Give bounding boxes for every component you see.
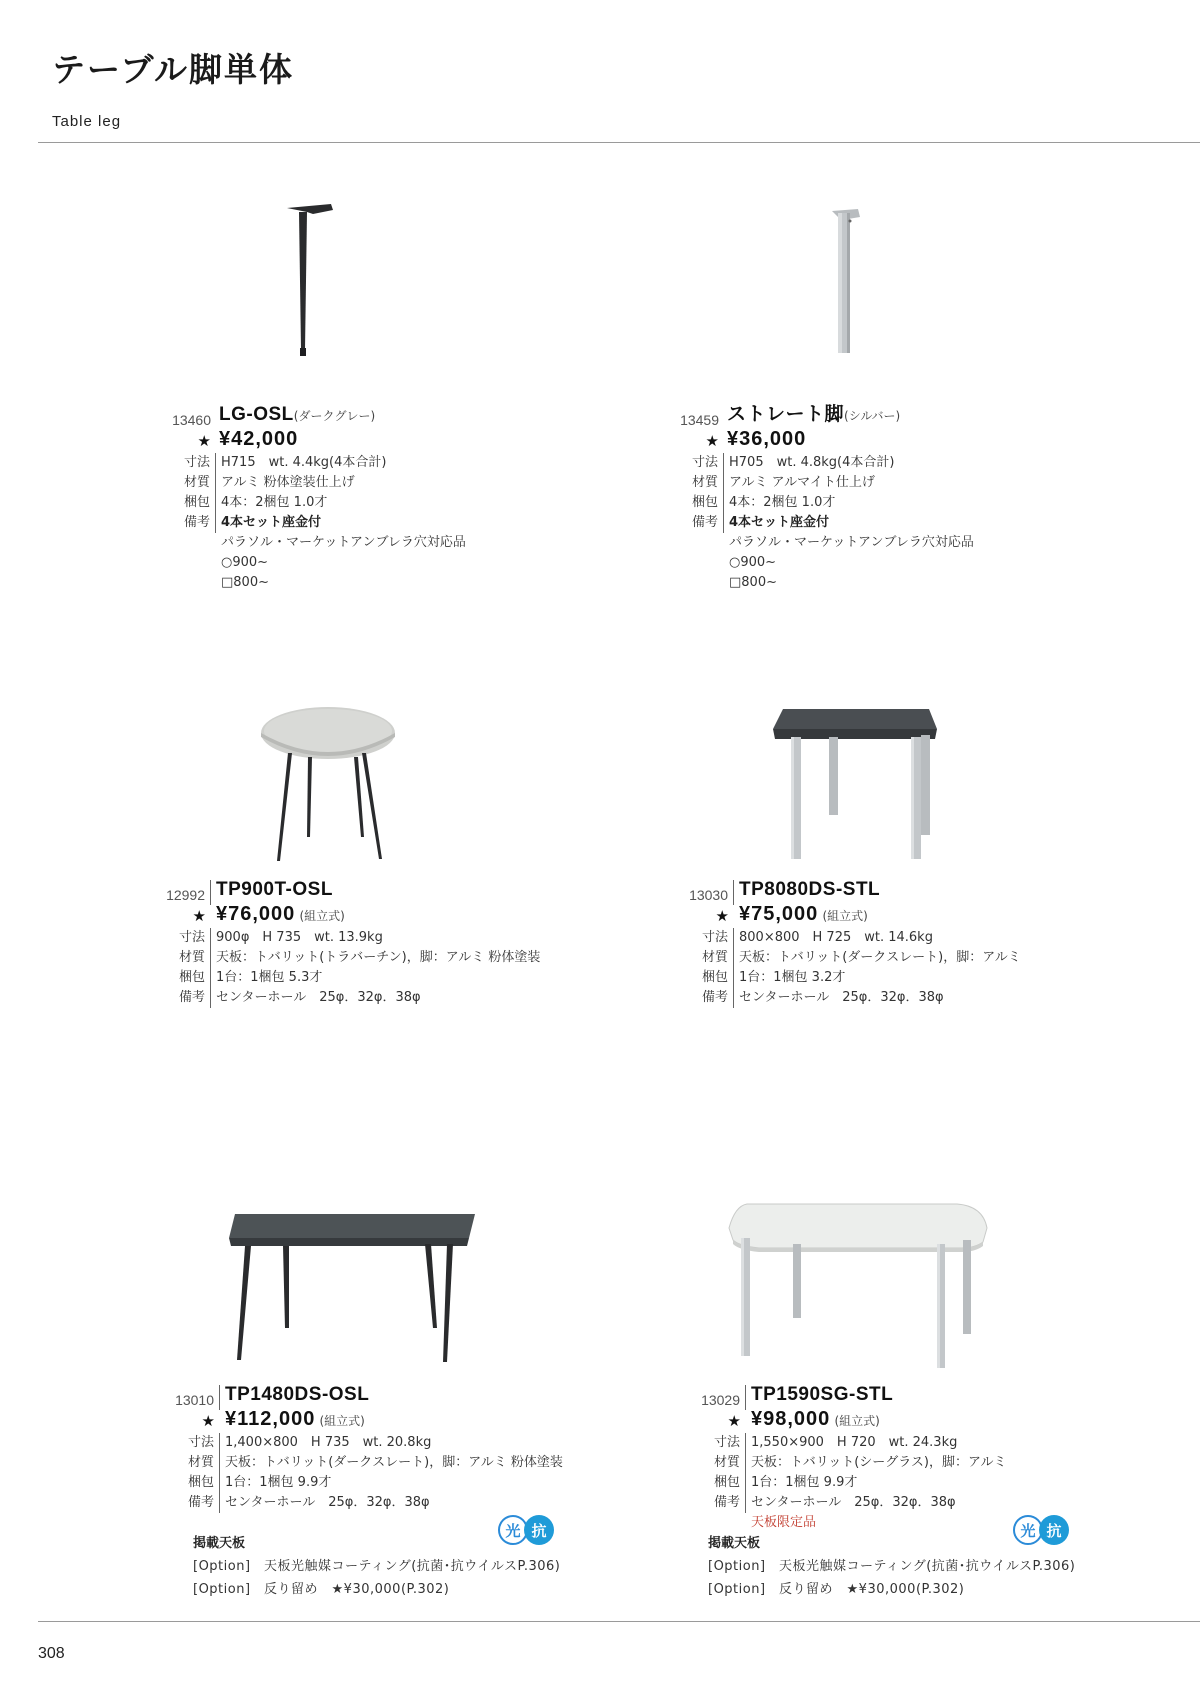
product-material: 天板：トバリット(シーグラス)，脚：アルミ [751,1455,1007,1470]
product-size: 1,400×800 H 735 wt. 20.8kg [225,1435,432,1450]
product-name-note: (ダークグレー) [293,409,376,423]
page-title: テーブル脚単体 [52,50,295,89]
product-size: H705 wt. 4.8kg(4本合計) [729,455,895,470]
product-price: ¥75,000 [739,903,819,925]
product-remark: パラソル・マーケットアンブレラ穴対応品 [729,535,974,550]
product-remark: □800~ [729,575,777,590]
label-material: 材質 [672,948,734,968]
label-remarks: 備考 [150,988,211,1008]
product-remark: センターホール 25φ．32φ．38φ [216,990,421,1005]
product-remark: パラソル・マーケットアンブレラ穴対応品 [221,535,466,550]
label-package: 梱包 [684,1473,746,1493]
label-material: 材質 [160,1453,220,1473]
product-code: 12992 [150,880,211,905]
star-mark: ★ [727,1412,741,1430]
product-material: アルミ 粉体塗装仕上げ [221,475,355,490]
featured-tabletop-heading: 掲載天板 [193,1536,246,1551]
product-price: ¥42,000 [219,428,299,450]
product-name: TP1590SG-STL [751,1384,894,1405]
product-size: H715 wt. 4.4kg(4本合計) [221,455,387,470]
label-material: 材質 [150,473,216,493]
star-mark: ★ [715,907,729,925]
product-price-note: (組立式) [319,1414,365,1428]
product-size: 800×800 H 725 wt. 14.6kg [739,930,933,945]
label-remarks: 備考 [658,513,724,533]
label-size: 寸法 [160,1433,220,1453]
label-remarks: 備考 [160,1493,220,1513]
product-price: ¥98,000 [751,1408,831,1430]
page-subtitle: Table leg [52,113,122,130]
product-code: 13459 [680,412,719,428]
product-name: TP8080DS-STL [739,879,881,900]
product-price-note: (組立式) [834,1414,880,1428]
product-info-tp1480ds-osl [160,1385,563,1513]
product-remark: センターホール 25φ．32φ．38φ [751,1495,956,1510]
label-size: 寸法 [658,453,724,473]
product-material: アルミ アルマイト仕上げ [729,475,875,490]
product-remark: □800~ [221,575,269,590]
label-package: 梱包 [672,968,734,988]
star-mark: ★ [192,907,206,925]
product-package: 1台：1梱包 3.2才 [739,970,846,985]
label-package: 梱包 [150,493,216,513]
product-info-tp8080ds-stl [672,880,1021,1008]
product-remark: ○900~ [729,555,777,570]
product-price-note: (組立式) [299,909,345,923]
label-material: 材質 [150,948,211,968]
product-image-tp1480ds-osl [225,1210,480,1370]
product-name: TP1480DS-OSL [225,1384,370,1405]
product-size: 1,550×900 H 720 wt. 24.3kg [751,1435,958,1450]
product-remark: センターホール 25φ．32φ．38φ [225,1495,430,1510]
product-image-straight-leg [828,205,868,360]
product-image-tp1590sg-stl [725,1200,995,1370]
label-material: 材質 [658,473,724,493]
label-remarks: 備考 [672,988,734,1008]
footer-divider [38,1621,1200,1622]
product-package: 1台：1梱包 5.3才 [216,970,323,985]
product-material: 天板：トバリット(トラバーチン)，脚：アルミ 粉体塗装 [216,950,541,965]
product-info-straight-leg [658,405,974,593]
label-package: 梱包 [160,1473,220,1493]
product-code: 13010 [160,1385,220,1410]
product-image-tp900t-osl [258,705,398,865]
star-mark: ★ [197,432,211,450]
featured-tabletop-heading: 掲載天板 [708,1536,761,1551]
option-line: [Option] 反り留め ★¥30,000(P.302) [708,1582,965,1597]
product-material: 天板：トバリット(ダークスレート)，脚：アルミ 粉体塗装 [225,1455,563,1470]
coating-badges [498,1515,554,1545]
page-number: 308 [38,1645,65,1662]
product-material: 天板：トバリット(ダークスレート)，脚：アルミ [739,950,1021,965]
product-price: ¥112,000 [225,1408,316,1430]
product-image-tp8080ds-stl [765,705,945,865]
product-info-lg-osl [150,405,466,593]
product-name-note: (シルバー) [844,409,901,423]
product-package: 4本：2梱包 1.0才 [729,495,836,510]
limited-note: 天板限定品 [751,1515,817,1530]
product-size: 900φ H 735 wt. 13.9kg [216,930,383,945]
product-code: 13029 [684,1385,746,1410]
label-size: 寸法 [150,928,211,948]
antibacterial-icon: 抗 [524,1515,554,1545]
antibacterial-icon: 抗 [1039,1515,1069,1545]
product-remark: 4本セット座金付 [729,515,830,530]
product-name: TP900T-OSL [216,879,333,900]
label-size: 寸法 [684,1433,746,1453]
product-code: 13030 [672,880,734,905]
label-package: 梱包 [150,968,211,988]
product-package: 1台：1梱包 9.9才 [225,1475,332,1490]
product-price-note: (組立式) [822,909,868,923]
header-divider [38,142,1200,143]
product-info-tp900t-osl [150,880,540,1008]
product-name: LG-OSL [219,404,294,425]
product-remark: ○900~ [221,555,269,570]
product-code: 13460 [172,412,211,428]
star-mark: ★ [705,432,719,450]
product-package: 4本：2梱包 1.0才 [221,495,328,510]
product-remark: センターホール 25φ．32φ．38φ [739,990,944,1005]
label-remarks: 備考 [150,513,216,533]
product-name: ストレート脚 [727,404,845,425]
label-remarks: 備考 [684,1493,746,1513]
photocatalyst-icon: 光 [1013,1515,1043,1545]
label-material: 材質 [684,1453,746,1473]
product-package: 1台：1梱包 9.9才 [751,1475,858,1490]
product-info-tp1590sg-stl [684,1385,1006,1533]
photocatalyst-icon: 光 [498,1515,528,1545]
option-line: [Option] 天板光触媒コーティング(抗菌･抗ウイルスP.306) [193,1559,561,1574]
option-line: [Option] 天板光触媒コーティング(抗菌･抗ウイルスP.306) [708,1559,1076,1574]
product-remark: 4本セット座金付 [221,515,322,530]
option-line: [Option] 反り留め ★¥30,000(P.302) [193,1582,450,1597]
product-price: ¥76,000 [216,903,296,925]
label-size: 寸法 [150,453,216,473]
star-mark: ★ [201,1412,215,1430]
label-package: 梱包 [658,493,724,513]
label-size: 寸法 [672,928,734,948]
product-image-lg-osl [285,200,335,365]
product-price: ¥36,000 [727,428,807,450]
coating-badges [1013,1515,1069,1545]
